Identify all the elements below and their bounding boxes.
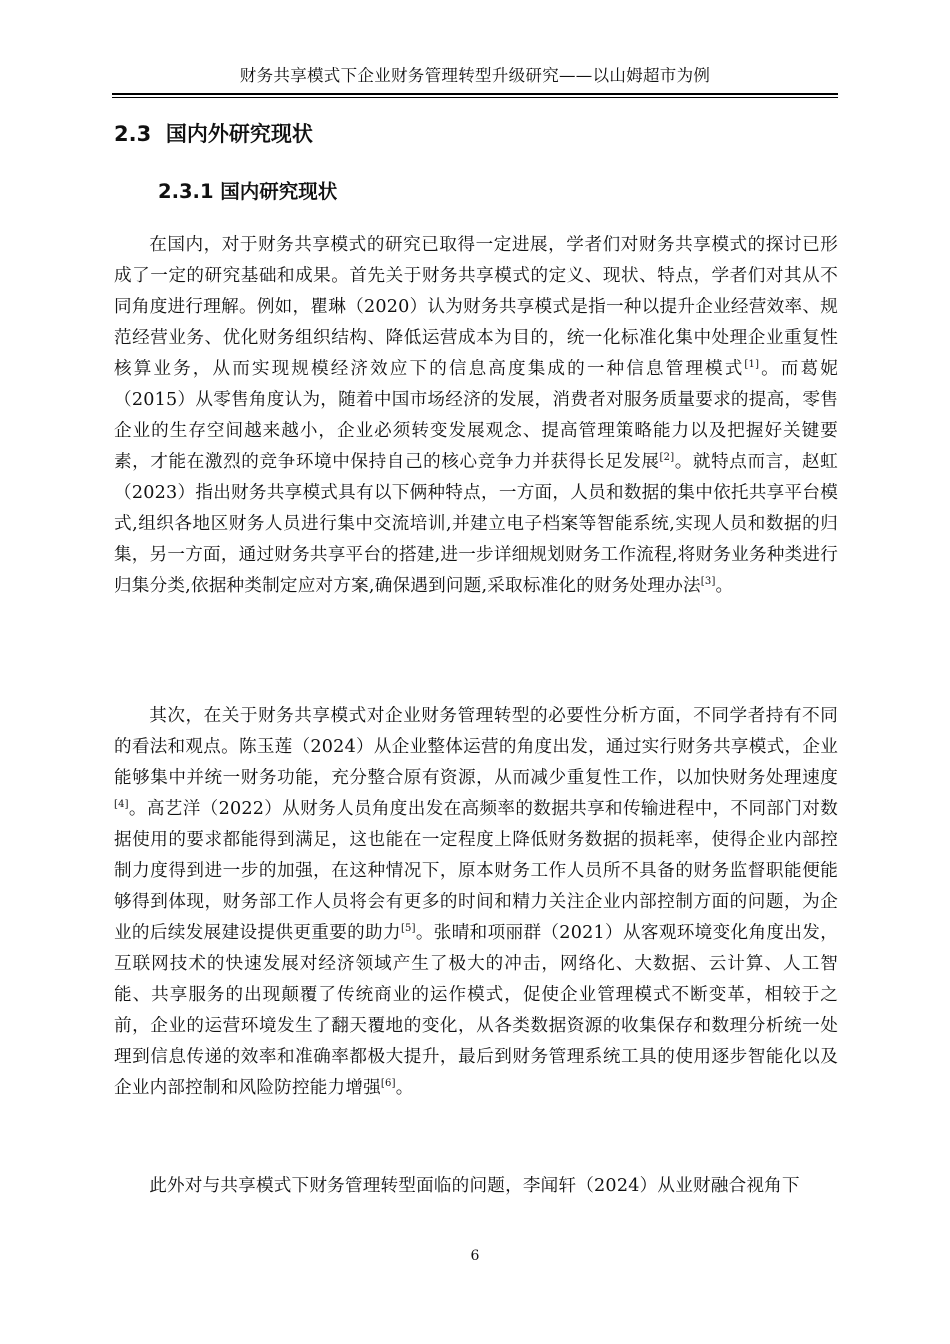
citation: [3] (700, 576, 716, 587)
citation: [4] (114, 799, 129, 810)
paragraph-text: 。高艺洋（2022）从财务人员角度出发在高频率的数据共享和传输进程中，不同部门对数据使用的要求都能得到满足，这也能在一定程度上降低财务数据的损耗率，使得企业内部控制力度得到进一步的加强，在这种情况下，原本财务工作人员所不具备的财务监督职能便能够得到体现，财务部工作人员将会有更多的时间和精力关注企业内部控制方面的问题，为企业的后续发展建设提供更重要的助力 (114, 799, 838, 943)
paragraph-text: 。就特点而言，赵虹（2023）指出财务共享模式具有以下俩种特点，一方面，人员和数据的集中依托共享平台模式,组织各地区财务人员进行集中交流培训,并建立电子档案等智能系统,实现人员和数据的归集，另一方面，通过财务共享平台的搭建,进一步详细规划财务工作流程,将财务业务种类进行归集分类,依据种类制定应对方案,确保遇到问题,采取标准化的财务处理办法 (114, 452, 838, 596)
paragraph-2 (114, 701, 838, 1104)
paragraph-3 (114, 1171, 838, 1202)
header-rule (112, 93, 838, 95)
paragraph-text: 。而葛妮（2015）从零售角度认为，随着中国市场经济的发展，消费者对服务质量要求的提高，零售企业的生存空间越来越小，企业必须转变发展观念、提高管理策略能力以及把握好关键要素，才能在激烈的竞争环境中保持自己的核心竞争力并获得长足发展 (114, 359, 838, 472)
section-heading: 2.3 国内外研究现状 (114, 122, 313, 146)
running-header: 财务共享模式下企业财务管理转型升级研究——以山姆超市为例 (239, 66, 711, 85)
paragraph-text: 。 (715, 576, 734, 596)
subsection-heading: 2.3.1 国内研究现状 (158, 180, 338, 203)
paragraph-text: 此外对与共享模式下财务管理转型面临的问题，李闻轩（2024）从业财融合视角下 (149, 1176, 800, 1196)
paragraph-text: 。张晴和项丽群（2021）从客观环境变化角度出发，互联网技术的快速发展对经济领域产生了极大的冲击，网络化、大数据、云计算、人工智能、共享服务的出现颠覆了传统商业的运作模式，促使企业管理模式不断变革，相较于之前，企业的运营环境发生了翻天覆地的变化，从各类数据资源的收集保存和数理分析统一处理到信息传递的效率和准确率都极大提升，最后到财务管理系统工具的使用逐步智能化以及企业内部控制和风险防控能力增强 (114, 923, 839, 1098)
paragraph-text: 其次，在关于财务共享模式对企业财务管理转型的必要性分析方面，不同学者持有不同的看法和观点。陈玉莲（2024）从企业整体运营的角度出发，通过实行财务共享模式，企业能够集中并统一财务功能，充分整合原有资源，从而减少重复性工作，以加快财务处理速度 (114, 706, 838, 788)
citation: [1] (744, 359, 760, 370)
header-rule-thin (112, 97, 838, 98)
paragraph-text: 在国内，对于财务共享模式的研究已取得一定进展，学者们对财务共享模式的探讨已形成了一定的研究基础和成果。首先关于财务共享模式的定义、现状、特点，学者们对其从不同角度进行理解。例如，瞿琳（2020）认为财务共享模式是指一种以提升企业经营效率、规范经营业务、优化财务组织结构、降低运营成本为目的，统一化标准化集中处理企业重复性核算业务，从而实现规模经济效应下的信息高度集成的一种信息管理模式 (114, 235, 838, 379)
paragraph-1 (114, 230, 838, 602)
citation: [5] (400, 923, 416, 934)
citation: [2] (659, 452, 675, 463)
paragraph-text: 。 (395, 1078, 414, 1098)
citation: [6] (380, 1078, 396, 1089)
page-number: 6 (470, 1248, 480, 1264)
